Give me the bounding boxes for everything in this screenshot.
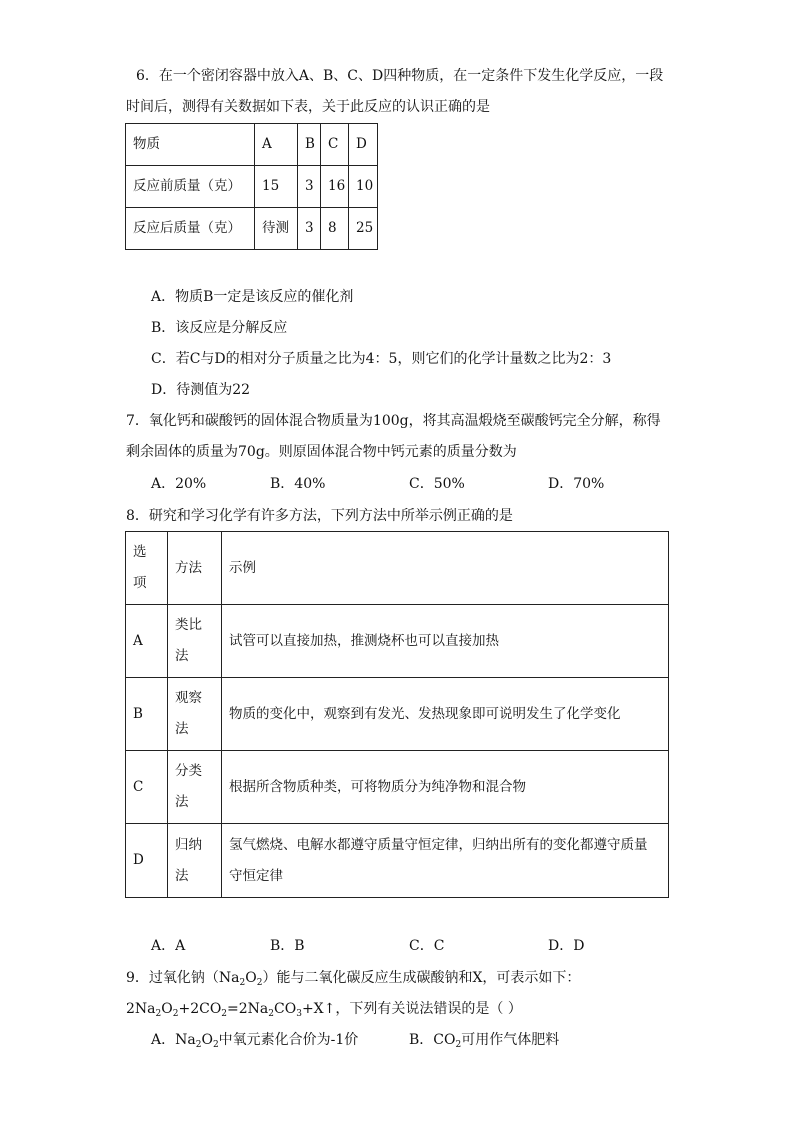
subscript: 2	[155, 1009, 162, 1019]
text-run: +X↑，下列有关说法错误的是（ ）	[301, 1001, 522, 1017]
q9-option-a[interactable]	[151, 1030, 358, 1050]
text-run: 中氧元素化合价为-1价	[218, 1032, 359, 1048]
subscript: 2	[195, 1040, 202, 1050]
table-row	[126, 124, 378, 166]
cell-text: 选	[133, 544, 147, 560]
table-cell: 方法	[168, 532, 222, 605]
text-run: A．Na	[151, 1032, 196, 1048]
table-cell	[168, 605, 222, 678]
table-cell: D	[349, 124, 378, 166]
q7-stem-line2: 剩余固体的质量为70g。则原固体混合物中钙元素的质量分数为	[126, 444, 517, 460]
q7-option-c[interactable]: C．50%	[409, 476, 465, 492]
table-cell: 物质	[126, 124, 255, 166]
q6-stem-line2: 时间后，测得有关数据如下表，关于此反应的认识正确的是	[126, 99, 490, 115]
cell-text: 观察	[175, 690, 202, 706]
text-run: O	[245, 970, 257, 986]
subscript: 2	[172, 1009, 179, 1019]
text-run: +2CO	[178, 1001, 222, 1017]
table-cell: D	[126, 824, 168, 898]
table-row	[126, 605, 669, 678]
cell-text: 氢气燃烧、电解水都遵守质量守恒定律，归纳出所有的变化都遵守质量	[229, 836, 648, 853]
q8-option-b[interactable]: B．B	[270, 938, 305, 954]
text-run: 可用作气体肥料	[461, 1032, 560, 1048]
table-cell: 25	[349, 208, 378, 250]
text-run: =2Na	[227, 1001, 269, 1017]
table-row	[126, 208, 378, 250]
subscript: 3	[296, 1009, 302, 1019]
table-cell	[168, 751, 222, 824]
subscript: 2	[268, 1009, 274, 1019]
cell-text: 法	[175, 867, 189, 884]
table-cell: 3	[298, 166, 321, 208]
table-row	[126, 824, 669, 898]
q7-option-d[interactable]: D．70%	[548, 476, 605, 492]
cell-text: 法	[175, 648, 189, 664]
table-cell: 10	[349, 166, 378, 208]
table-cell: 待测	[255, 208, 298, 250]
cell-text: 分类	[175, 763, 202, 779]
subscript: 2	[221, 1009, 228, 1019]
table-cell: A	[126, 605, 168, 678]
table-cell	[126, 532, 168, 605]
q6-stem-line1: 6．在一个密闭容器中放入A、B、C、D四种物质，在一定条件下发生化学反应，一段	[136, 68, 664, 84]
text-run: O	[201, 1032, 213, 1048]
q8-option-d[interactable]: D．D	[548, 938, 585, 954]
table-row	[126, 532, 669, 605]
table-cell: 3	[298, 208, 321, 250]
table-row	[126, 751, 669, 824]
q6-option-a[interactable]: A．物质B一定是该反应的催化剂	[151, 289, 354, 305]
q6-data-table	[125, 123, 378, 250]
table-cell: 根据所含物质种类，可将物质分为纯净物和混合物	[222, 751, 669, 824]
table-cell: 16	[321, 166, 349, 208]
table-cell: 试管可以直接加热，推测烧杯也可以直接加热	[222, 605, 669, 678]
table-cell	[168, 824, 222, 898]
q9-equation	[126, 999, 522, 1019]
text-run: B．CO	[409, 1032, 456, 1048]
text-run: CO	[274, 1001, 297, 1017]
cell-text: 法	[175, 794, 189, 810]
table-cell: C	[126, 751, 168, 824]
cell-text: 守恒定律	[229, 867, 283, 884]
table-cell: A	[255, 124, 298, 166]
table-cell: 8	[321, 208, 349, 250]
text-run: O	[161, 1001, 173, 1017]
table-row	[126, 166, 378, 208]
table-cell: B	[298, 124, 321, 166]
q9-stem	[126, 968, 580, 988]
table-cell: 物质的变化中，观察到有发光、发热现象即可说明发生了化学变化	[222, 678, 669, 751]
text-run: ）能与二氧化碳反应生成碳酸钠和X，可表示如下：	[262, 970, 581, 986]
q8-method-table	[125, 531, 669, 898]
cell-text: 类比	[175, 617, 202, 633]
cell-text: 归纳	[175, 836, 202, 853]
table-row	[126, 678, 669, 751]
table-cell: 反应后质量（克）	[126, 208, 255, 250]
subscript: 2	[256, 978, 263, 988]
subscript: 2	[455, 1040, 462, 1050]
subscript: 2	[239, 978, 246, 988]
q6-option-d[interactable]: D．待测值为22	[151, 382, 251, 398]
q7-option-a[interactable]: A．20%	[151, 476, 207, 492]
q8-option-a[interactable]: A．A	[151, 938, 186, 954]
q7-stem-line1: 7．氧化钙和碳酸钙的固体混合物质量为100g，将其高温煅烧至碳酸钙完全分解，称得	[126, 413, 661, 429]
q8-stem: 8．研究和学习化学有许多方法，下列方法中所举示例正确的是	[126, 508, 513, 524]
q7-option-b[interactable]: B．40%	[270, 476, 326, 492]
q6-option-c[interactable]: C．若C与D的相对分子质量之比为4：5，则它们的化学计量数之比为2：3	[151, 351, 612, 367]
table-cell: C	[321, 124, 349, 166]
q6-option-b[interactable]: B．该反应是分解反应	[151, 320, 288, 336]
q8-option-c[interactable]: C．C	[409, 938, 445, 954]
table-cell: 15	[255, 166, 298, 208]
table-cell	[168, 678, 222, 751]
table-cell: 反应前质量（克）	[126, 166, 255, 208]
q9-option-b[interactable]	[409, 1030, 559, 1050]
subscript: 2	[212, 1040, 219, 1050]
cell-text: 法	[175, 721, 189, 737]
text-run: 9．过氧化钠（Na	[126, 970, 240, 986]
text-run: 2Na	[126, 1001, 156, 1017]
table-cell: B	[126, 678, 168, 751]
table-cell	[222, 824, 669, 898]
cell-text: 项	[133, 575, 147, 591]
table-cell: 示例	[222, 532, 669, 605]
